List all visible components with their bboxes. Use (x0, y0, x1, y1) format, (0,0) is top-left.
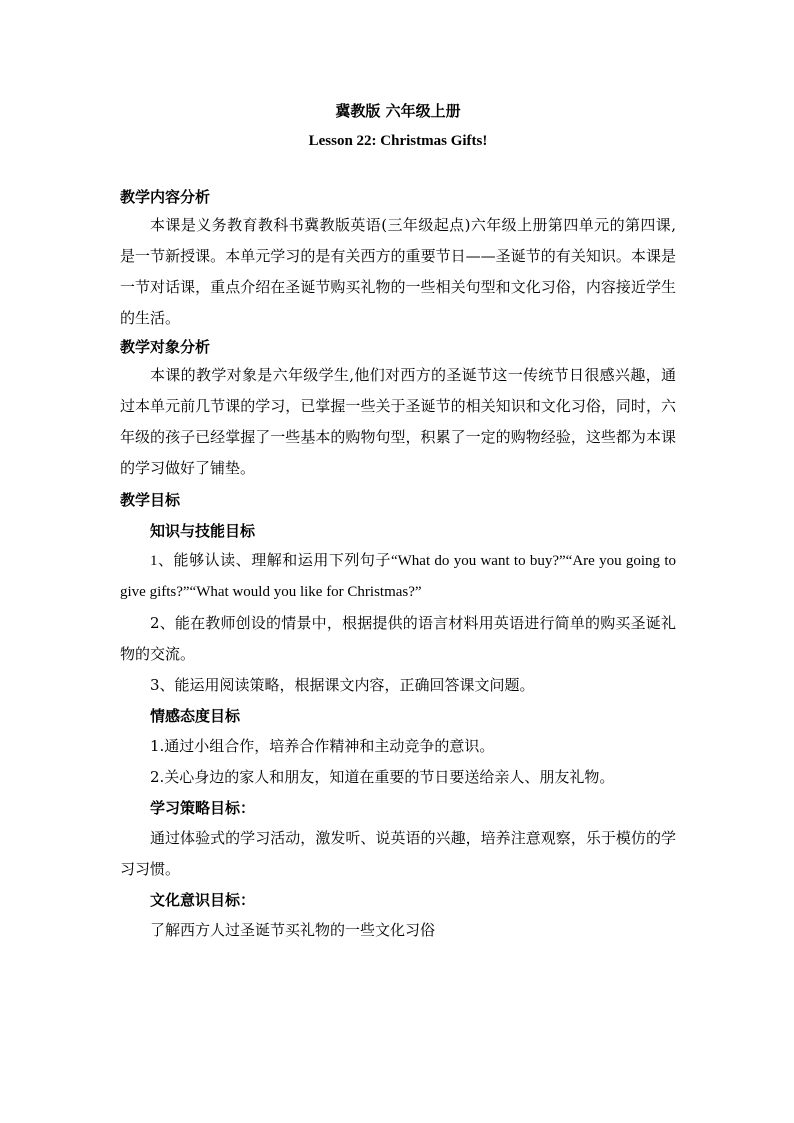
content-analysis-heading: 教学内容分析 (120, 188, 211, 206)
knowledge-item-1: 1、能够认读、理解和运用下列句子“What do you want to buy?”“Are you going to give gifts?”“What would you like for Christmas?” (120, 553, 676, 600)
strategy-heading: 学习策略目标： (150, 799, 256, 817)
document-title: 冀教版 六年级上册 (335, 102, 461, 120)
emotion-item-1: 1.通过小组合作，培养合作精神和主动竞争的意识。 (150, 737, 495, 755)
emotion-heading: 情感态度目标 (150, 707, 241, 725)
knowledge-heading: 知识与技能目标 (150, 522, 256, 540)
content-analysis-body: 本课是义务教育教科书冀教版英语(三年级起点)六年级上册第四单元的第四课,是一节新授课。本单元学习的是有关西方的重要节日——圣诞节的有关知识。本课是一节对话课，重点介绍在圣诞节购买礼物的一些相关句型和文化习俗，内容接近学生的生活。 (120, 216, 676, 327)
emotion-item-2: 2.关心身边的家人和朋友，知道在重要的节日要送给亲人、朋友礼物。 (150, 768, 615, 786)
culture-body: 了解西方人过圣诞节买礼物的一些文化习俗 (150, 921, 436, 939)
document-page (120, 96, 676, 946)
student-analysis-heading: 教学对象分析 (120, 338, 211, 356)
lesson-title: Lesson 22: Christmas Gifts! (308, 133, 488, 149)
objectives-heading: 教学目标 (120, 491, 181, 509)
strategy-body: 通过体验式的学习活动，激发听、说英语的兴趣，培养注意观察，乐于模仿的学习习惯。 (120, 829, 676, 878)
culture-heading: 文化意识目标： (150, 891, 256, 909)
knowledge-item-2: 2、能在教师创设的情景中，根据提供的语言材料用英语进行简单的购买圣诞礼物的交流。 (120, 614, 676, 663)
student-analysis-body: 本课的教学对象是六年级学生,他们对西方的圣诞节这一传统节日很感兴趣，通过本单元前几节课的学习，已掌握一些关于圣诞节的相关知识和文化习俗，同时，六年级的孩子已经掌握了一些基本的购物句型，积累了一定的购物经验，这些都为本课的学习做好了铺垫。 (120, 366, 676, 477)
knowledge-item-3: 3、能运用阅读策略，根据课文内容，正确回答课文问题。 (150, 676, 535, 694)
